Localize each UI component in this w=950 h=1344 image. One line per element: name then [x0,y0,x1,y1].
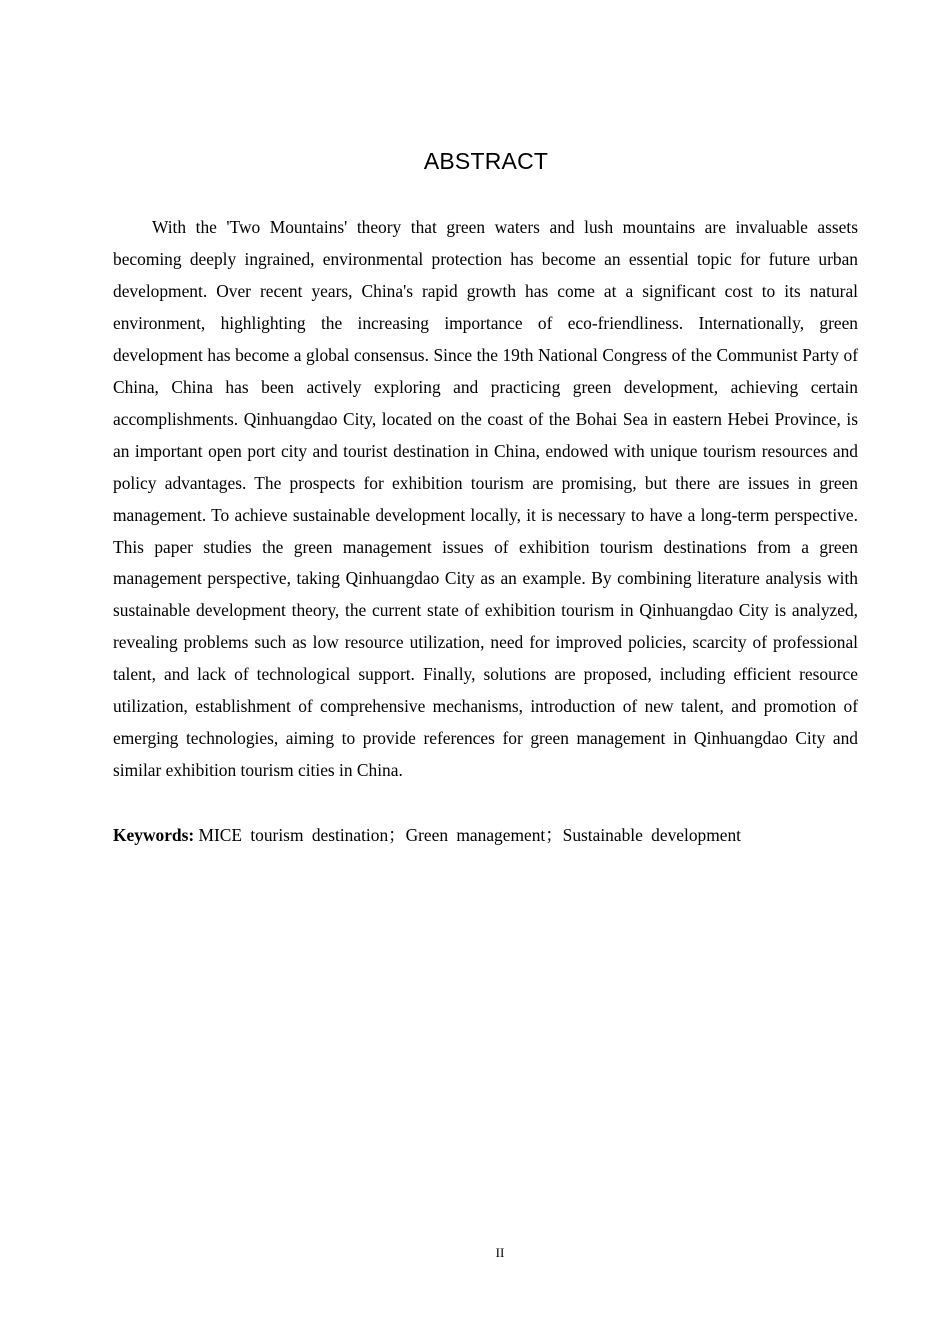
keywords-label: Keywords: [113,825,195,845]
abstract-paragraph: With the 'Two Mountains' theory that green waters and lush mountains are invaluable assets becoming deeply ingrained, environmental protection has become an essential topic for future urban development. Over recent years, China's rapid growth has come at a significant cost to its natural environment, highlighting the increasing importance of eco-friendliness. Internationally, green development has become a global consensus. Since the 19th National Congress of the Communist Party of China, China has been actively exploring and practicing green development, achieving certain accomplishments. Qinhuangdao City, located on the coast of the Bohai Sea in eastern Hebei Province, is an important open port city and tourist destination in China, endowed with unique tourism resources and policy advantages. The prospects for exhibition tourism are promising, but there are issues in green management. To achieve sustainable development locally, it is necessary to have a long-term perspective. This paper studies the green management issues of exhibition tourism destinations from a green management perspective, taking Qinhuangdao City as an example. By combining literature analysis with sustainable development theory, the current state of exhibition tourism in Qinhuangdao City is analyzed, revealing problems such as low resource utilization, need for improved policies, scarcity of professional talent, and lack of technological support. Finally, solutions are proposed, including efficient resource utilization, establishment of comprehensive mechanisms, introduction of new talent, and promotion of emerging technologies, aiming to provide references for green management in Qinhuangdao City and similar exhibition tourism cities in China. [113,217,858,781]
keyword-separator: ； [388,825,406,845]
keyword-item: MICE tourism destination [198,825,389,845]
abstract-title: ABSTRACT [423,148,549,174]
page-number: II [495,1245,505,1260]
keyword-separator: ； [545,825,563,845]
keyword-item: Green management [405,825,546,845]
keywords-line [113,820,858,850]
keyword-item: Sustainable development [562,825,742,845]
